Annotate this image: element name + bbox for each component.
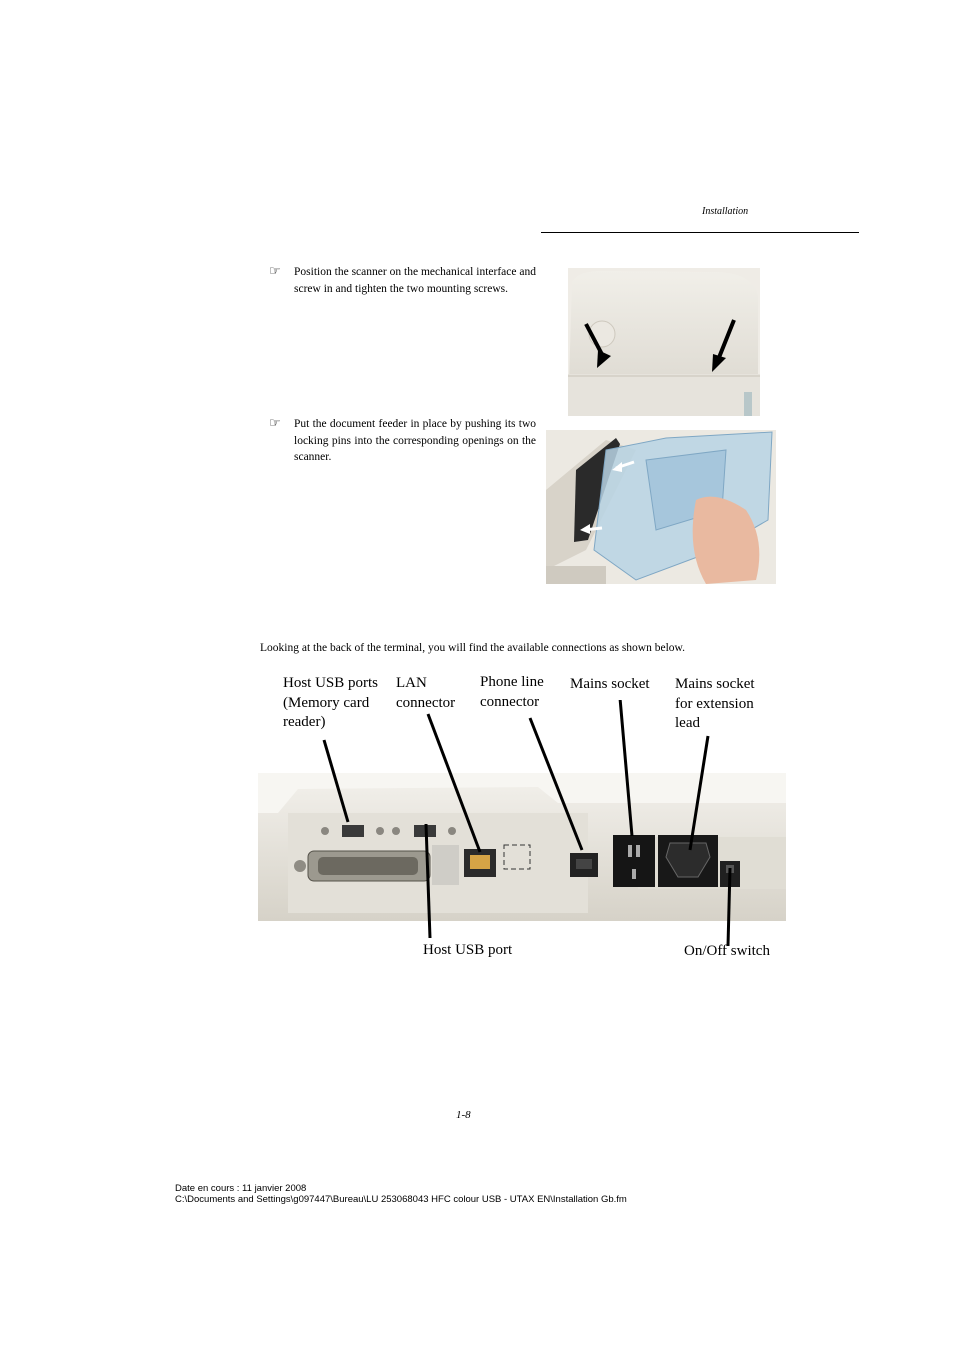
step-1-text: Position the scanner on the mechanical interface and screw in and tighten the two mounting screws. bbox=[294, 266, 536, 295]
page-number: 1-8 bbox=[456, 1109, 471, 1121]
callout-mains-socket-extension: Mains socket for extension lead bbox=[675, 676, 755, 731]
callout-mains-socket: Mains socket bbox=[570, 676, 650, 692]
callout-phone-line-connector: Phone line connector bbox=[480, 674, 544, 710]
callout-host-usb-ports: Host USB ports (Memory card reader) bbox=[283, 675, 379, 730]
document-feeder-photo bbox=[546, 430, 776, 584]
header-rule bbox=[541, 232, 859, 233]
scanner-mounting-photo bbox=[568, 268, 760, 416]
footer-date: Date en cours : 11 janvier 2008 bbox=[175, 1183, 307, 1194]
connections-intro: Looking at the back of the terminal, you will find the available connections as shown below. bbox=[260, 642, 685, 654]
pointing-hand-icon: ☞ bbox=[269, 416, 281, 431]
footer-file-path: C:\Documents and Settings\g097447\Bureau\LU 253068043 HFC colour USB - UTAX EN\Installation Gb.fm bbox=[175, 1194, 627, 1205]
pointing-hand-icon: ☞ bbox=[269, 264, 281, 279]
callout-pointer-lines bbox=[258, 700, 786, 950]
callout-host-usb-port: Host USB port bbox=[423, 942, 513, 958]
running-header: Installation bbox=[702, 206, 749, 217]
callout-onoff-switch: On/Off switch bbox=[684, 943, 770, 959]
step-2-text: Put the document feeder in place by pushing its two locking pins into the corresponding openings on the scanner. bbox=[294, 418, 536, 463]
callout-lan-connector: LAN connector bbox=[396, 675, 456, 711]
